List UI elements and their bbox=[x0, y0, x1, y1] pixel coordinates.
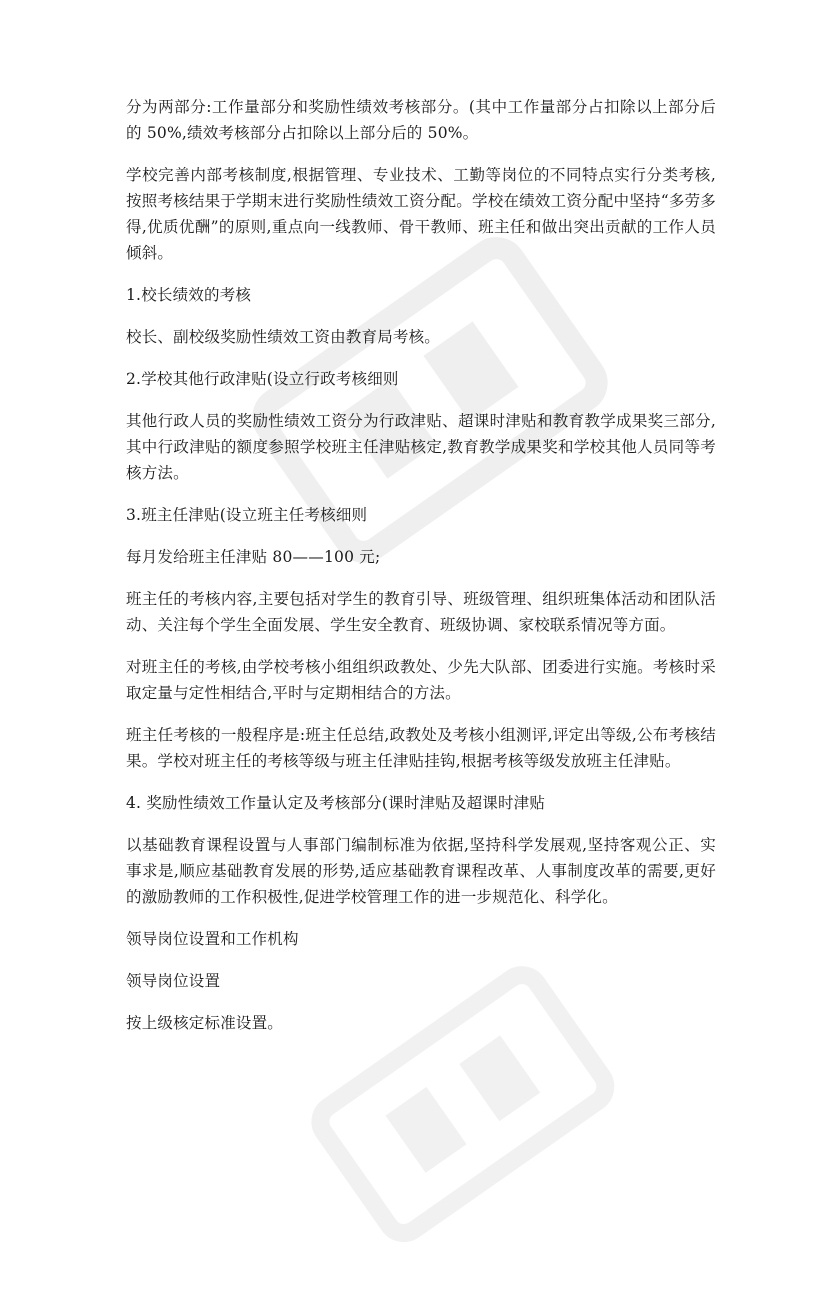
paragraph-workload-basis: 以基础教育课程设置与人事部门编制标准为依据,坚持科学发展观,坚持客观公正、实事求是,顺应基础教育发展的形势,适应基础教育课程改革、人事制度改革的需要,更好的激励教师的工作积极性,促进学校管理工作的进一步规范化、科学化。 bbox=[126, 836, 716, 906]
paragraph-assessment-content: 班主任的考核内容,主要包括对学生的教育引导、班级管理、组织班集体活动和团队活动、关注每个学生全面发展、学生安全教育、班级协调、家校联系情况等方面。 bbox=[126, 590, 716, 634]
heading-class-teacher-allowance: 3.班主任津贴(设立班主任考核细则 bbox=[126, 506, 368, 524]
paragraph-assessment-procedure: 班主任考核的一般程序是:班主任总结,政教处及考核小组测评,评定出等级,公布考核结果。学校对班主任的考核等级与班主任津贴挂钩,根据考核等级发放班主任津贴。 bbox=[126, 726, 716, 770]
paragraph-assessment-organization: 对班主任的考核,由学校考核小组组织政教处、少先大队部、团委进行实施。考核时采取定量与定性相结合,平时与定期相结合的方法。 bbox=[126, 658, 716, 702]
paragraph-leadership-standard: 按上级核定标准设置。 bbox=[126, 1014, 284, 1032]
heading-workload-assessment: 4. 奖励性绩效工作量认定及考核部分(课时津贴及超课时津贴 bbox=[126, 794, 546, 812]
heading-leadership-setup: 领导岗位设置 bbox=[126, 972, 221, 990]
heading-principal-assessment: 1.校长绩效的考核 bbox=[126, 286, 252, 304]
document-body bbox=[126, 94, 716, 1052]
heading-leadership-positions: 领导岗位设置和工作机构 bbox=[126, 930, 299, 948]
paragraph-principal-assessment: 校长、副校级奖励性绩效工资由教育局考核。 bbox=[126, 328, 441, 346]
heading-admin-allowance: 2.学校其他行政津贴(设立行政考核细则 bbox=[126, 370, 399, 388]
paragraph-monthly-allowance: 每月发给班主任津贴 80——100 元; bbox=[126, 548, 381, 566]
paragraph-assessment-system: 学校完善内部考核制度,根据管理、专业技术、工勤等岗位的不同特点实行分类考核,按照考核结果于学期末进行奖励性绩效工资分配。学校在绩效工资分配中坚持“多劳多得,优质优酬”的原则,重点向一线教师、骨干教师、班主任和做出突出贡献的工作人员倾斜。 bbox=[126, 166, 716, 262]
paragraph-distribution: 分为两部分:工作量部分和奖励性绩效考核部分。(其中工作量部分占扣除以上部分后的 50%,绩效考核部分占扣除以上部分后的 50%。 bbox=[126, 98, 716, 142]
paragraph-admin-allowance: 其他行政人员的奖励性绩效工资分为行政津贴、超课时津贴和教育教学成果奖三部分,其中行政津贴的额度参照学校班主任津贴核定,教育教学成果奖和学校其他人员同等考核方法。 bbox=[126, 412, 716, 482]
